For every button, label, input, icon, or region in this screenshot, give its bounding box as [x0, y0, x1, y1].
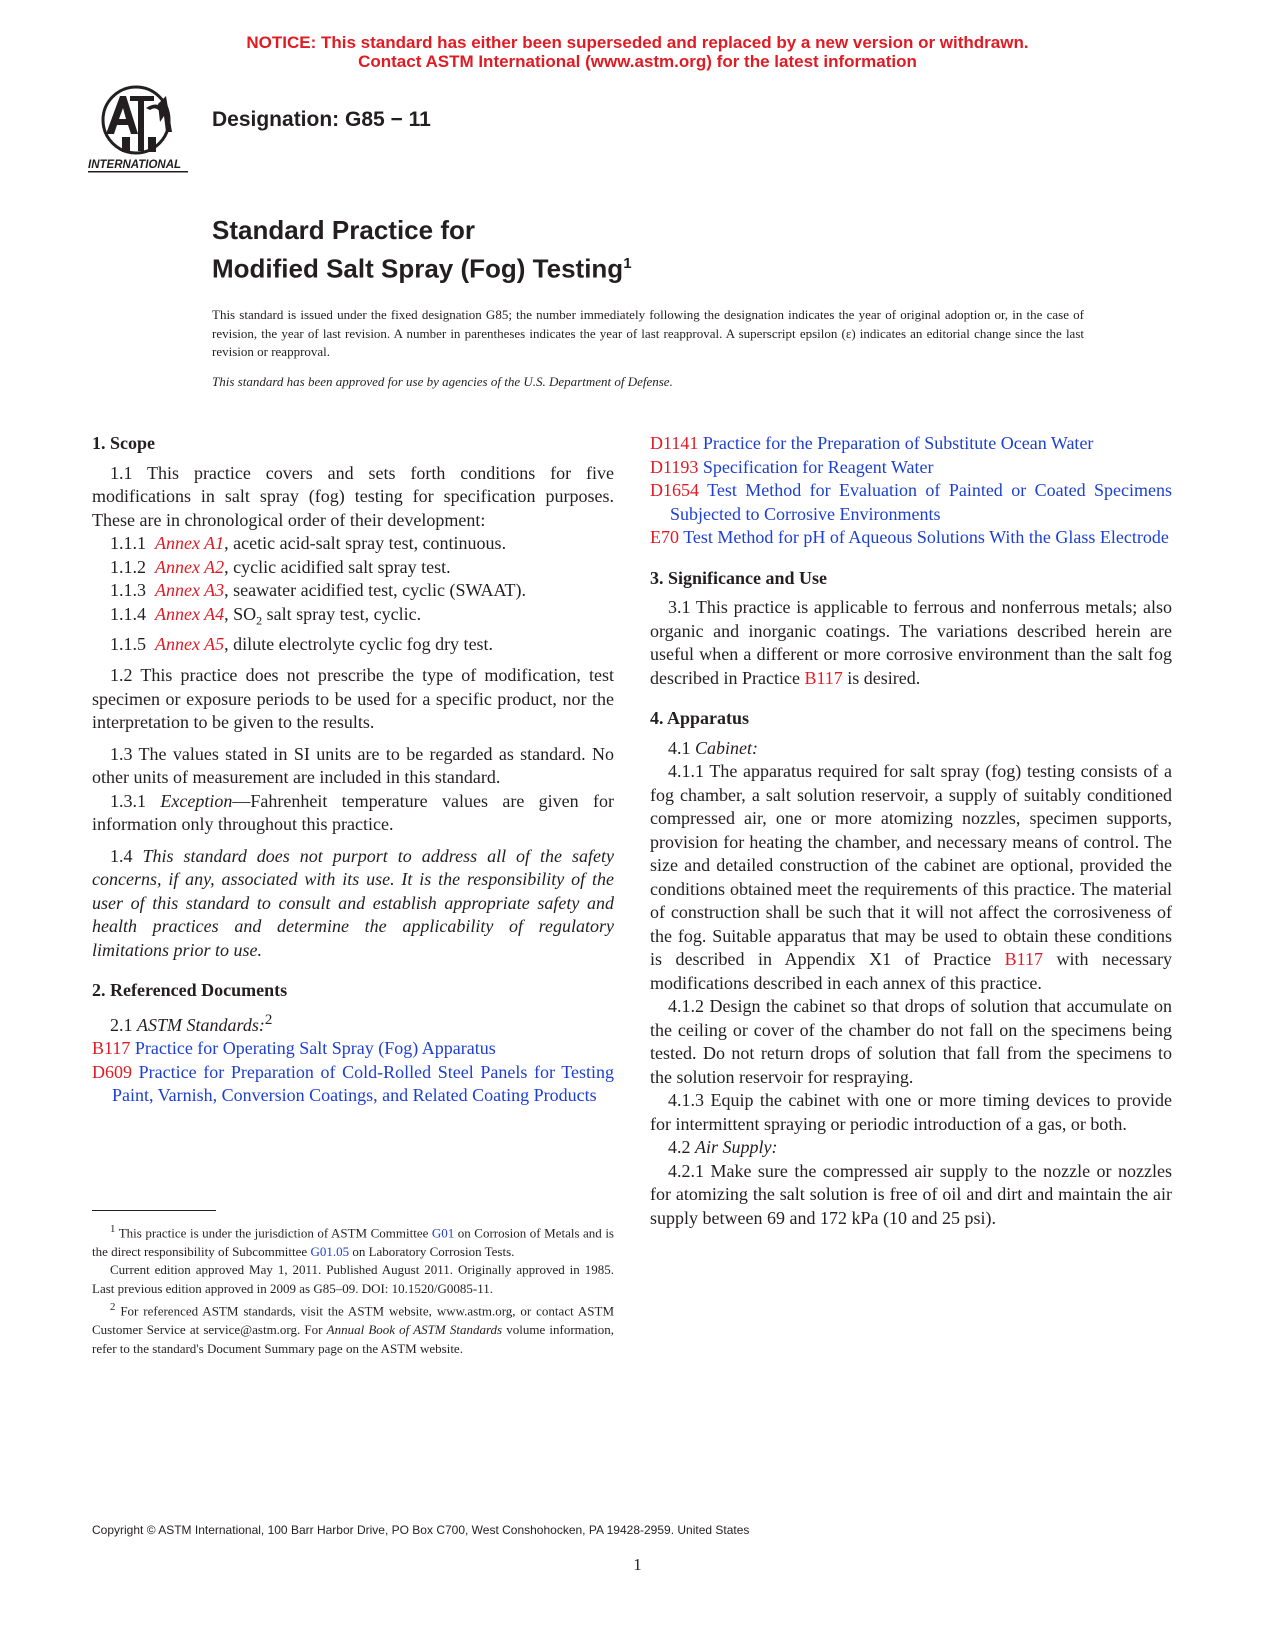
para-1-1: 1.1 This practice covers and sets forth conditions for five modifications in salt spray (fog) testing for specification purposes. These are in chronological order of their development:: [92, 462, 614, 530]
para-4-2: 4.2 Air Supply:: [668, 1137, 778, 1157]
footnote-divider: [92, 1210, 216, 1211]
reference-item[interactable]: D1654 Test Method for Evaluation of Painted or Coated Specimens Subjected to Corrosive Environments: [650, 480, 1172, 524]
b117-link[interactable]: B117: [1004, 949, 1043, 969]
significance-heading: 3. Significance and Use: [650, 567, 828, 588]
para-4-1-3: 4.1.3 Equip the cabinet with one or more timing devices to provide for intermittent spraying or periodic introduction of a gas, or both.: [650, 1090, 1172, 1134]
logo-text: INTERNATIONAL: [88, 159, 182, 171]
page-number: 1: [633, 1555, 642, 1574]
notice-line-2: Contact ASTM International (www.astm.org) for the latest information: [358, 52, 917, 71]
list-item: 1.1.3 Annex A3, seawater acidified test, cyclic (SWAAT).: [110, 580, 527, 600]
para-1-2: 1.2 This practice does not prescribe the type of modification, test specimen or exposure periods to be used for a specific product, nor the interpretation to be given to the results.: [92, 665, 614, 733]
annex-link[interactable]: Annex A2: [155, 556, 225, 577]
document-title: [212, 214, 632, 286]
issued-statement: This standard is issued under the fixed designation G85; the number immediately following the designation indicates the year of original adoption or, in the case of revision, the year of last revision. A number in parentheses indicates the year of last reapproval. A superscript epsilon (ε) indicates an editorial change since the last revision or reapproval.: [212, 307, 1084, 359]
para-1-4: 1.4 This standard does not purport to address all of the safety concerns, if any, associated with its use. It is the responsibility of the user of this standard to consult and establish appropriate safety and health practices and determine the applicability of regulatory limitations prior to use.: [92, 845, 614, 960]
title-line-1: Standard Practice for: [212, 215, 475, 245]
para-1-3: 1.3 The values stated in SI units are to be regarded as standard. No other units of measurement are included in this standard.: [92, 743, 614, 788]
annex-link[interactable]: Annex A4: [155, 603, 225, 624]
copyright-footer: Copyright © ASTM International, 100 Barr Harbor Drive, PO Box C700, West Conshohocken, PA 19428-2959. United States: [92, 1523, 750, 1537]
list-item: 1.1.4 Annex A4, $SO_2$ salt spray test, cyclic.: [110, 603, 422, 628]
reference-item[interactable]: B117 Practice for Operating Salt Spray (Fog) Apparatus: [92, 1038, 496, 1059]
footnote-edition: Current edition approved May 1, 2011. Published August 2011. Originally approved in 1985. Last previous edition approved in 2009 as G85–09. DOI: 10.1520/G0085-11.: [92, 1262, 614, 1296]
list-item: 1.1.2 Annex A2, cyclic acidified salt spray test.: [110, 556, 451, 577]
footnote-2: $^2$ For referenced ASTM standards, visit the ASTM website, www.astm.org, or contact ASTM Customer Service at service@astm.org. For Annual Book of ASTM Standards volume information, refer to the standard's Document Summary page on the ASTM website.: [92, 1301, 614, 1356]
list-item: 1.1.5 Annex A5, dilute electrolyte cyclic fog dry test.: [110, 633, 494, 654]
footnote-1: $^1$ This practice is under the jurisdiction of ASTM Committee G01 on Corrosion of Metals and is the direct responsibility of Subcommittee G01.05 on Laboratory Corrosion Tests.: [92, 1223, 614, 1259]
apparatus-heading: 4. Apparatus: [650, 708, 750, 728]
para-4-2-1: 4.2.1 Make sure the compressed air supply to the nozzle or nozzles for atomizing the salt solution is free of oil and dirt and maintain the air supply between 69 and 172 kPa (10 and 25 psi).: [650, 1160, 1172, 1228]
para-4-1-2: 4.1.2 Design the cabinet so that drops of solution that accumulate on the ceiling or cover of the chamber do not fall on the specimens being tested. Do not return drops of solution that fall from the specimens to the solution reservoir for respraying.: [650, 996, 1172, 1087]
refdocs-heading: 2. Referenced Documents: [92, 980, 288, 1001]
committee-link[interactable]: G01: [431, 1225, 455, 1241]
footnote-ref-2[interactable]: 2: [264, 1011, 273, 1028]
scope-heading: 1. Scope: [92, 433, 155, 453]
title-footnote-ref[interactable]: 1: [623, 255, 632, 272]
reference-item[interactable]: D1141 Practice for the Preparation of Substitute Ocean Water: [650, 433, 1094, 453]
dod-approval: This standard has been approved for use by agencies of the U.S. Department of Defense.: [212, 374, 673, 389]
list-item: 1.1.1 Annex A1, acetic acid-salt spray test, continuous.: [110, 533, 507, 553]
para-4-1-1: 4.1.1 The apparatus required for salt spray (fog) testing consists of a fog chamber, a salt solution reservoir, a supply of suitably conditioned compressed air, one or more atomizing nozzles, specimen supports, provision for heating the chamber, and necessary means of control. The size and detailed construction of the cabinet are optional, provided the conditions obtained meet the requirements of this practice. The material of construction shall be such that it will not affect the corrosiveness of the fog. Suitable apparatus that may be used to obtain these conditions is described in Appendix X1 of Practice B117 with necessary modifications described in each annex of this practice.: [650, 761, 1172, 993]
reference-item[interactable]: E70 Test Method for pH of Aqueous Solutions With the Glass Electrode: [650, 527, 1169, 547]
right-column: [650, 432, 1172, 1230]
para-3-1: 3.1 This practice is applicable to ferrous and nonferrous metals; also organic and inorganic coatings. The variations described herein are useful when a different or more corrosive environment than the salt fog described in Practice B117 is desired.: [650, 597, 1172, 688]
para-4-1: 4.1 Cabinet:: [668, 737, 758, 758]
designation: Designation: G85 − 11: [212, 108, 431, 131]
left-column: [92, 432, 614, 1108]
title-line-2: Modified Salt Spray (Fog) Testing$^1$: [212, 253, 632, 284]
supersede-notice: [0, 33, 1275, 71]
reference-item[interactable]: D1193 Specification for Reagent Water: [650, 456, 934, 477]
annex-link[interactable]: Annex A5: [155, 633, 225, 654]
astm-logo: [86, 82, 198, 182]
para-1-3-1: 1.3.1 Exception—Fahrenheit temperature values are given for information only throughout this practice.: [92, 790, 615, 835]
annex-link[interactable]: Annex A1: [155, 533, 225, 553]
subcommittee-link[interactable]: G01.05: [310, 1243, 350, 1259]
footnotes: [92, 1220, 614, 1358]
annex-link[interactable]: Annex A3: [155, 580, 225, 600]
para-2-1: 2.1 ASTM Standards:$^2$: [110, 1011, 273, 1035]
reference-item[interactable]: D609 Practice for Preparation of Cold-Rolled Steel Panels for Testing Paint, Varnish, Conversion Coatings, and Related Coating Products: [92, 1061, 615, 1106]
b117-link[interactable]: B117: [804, 667, 843, 688]
notice-line-1: NOTICE: This standard has either been superseded and replaced by a new version or withdrawn.: [246, 33, 1029, 52]
